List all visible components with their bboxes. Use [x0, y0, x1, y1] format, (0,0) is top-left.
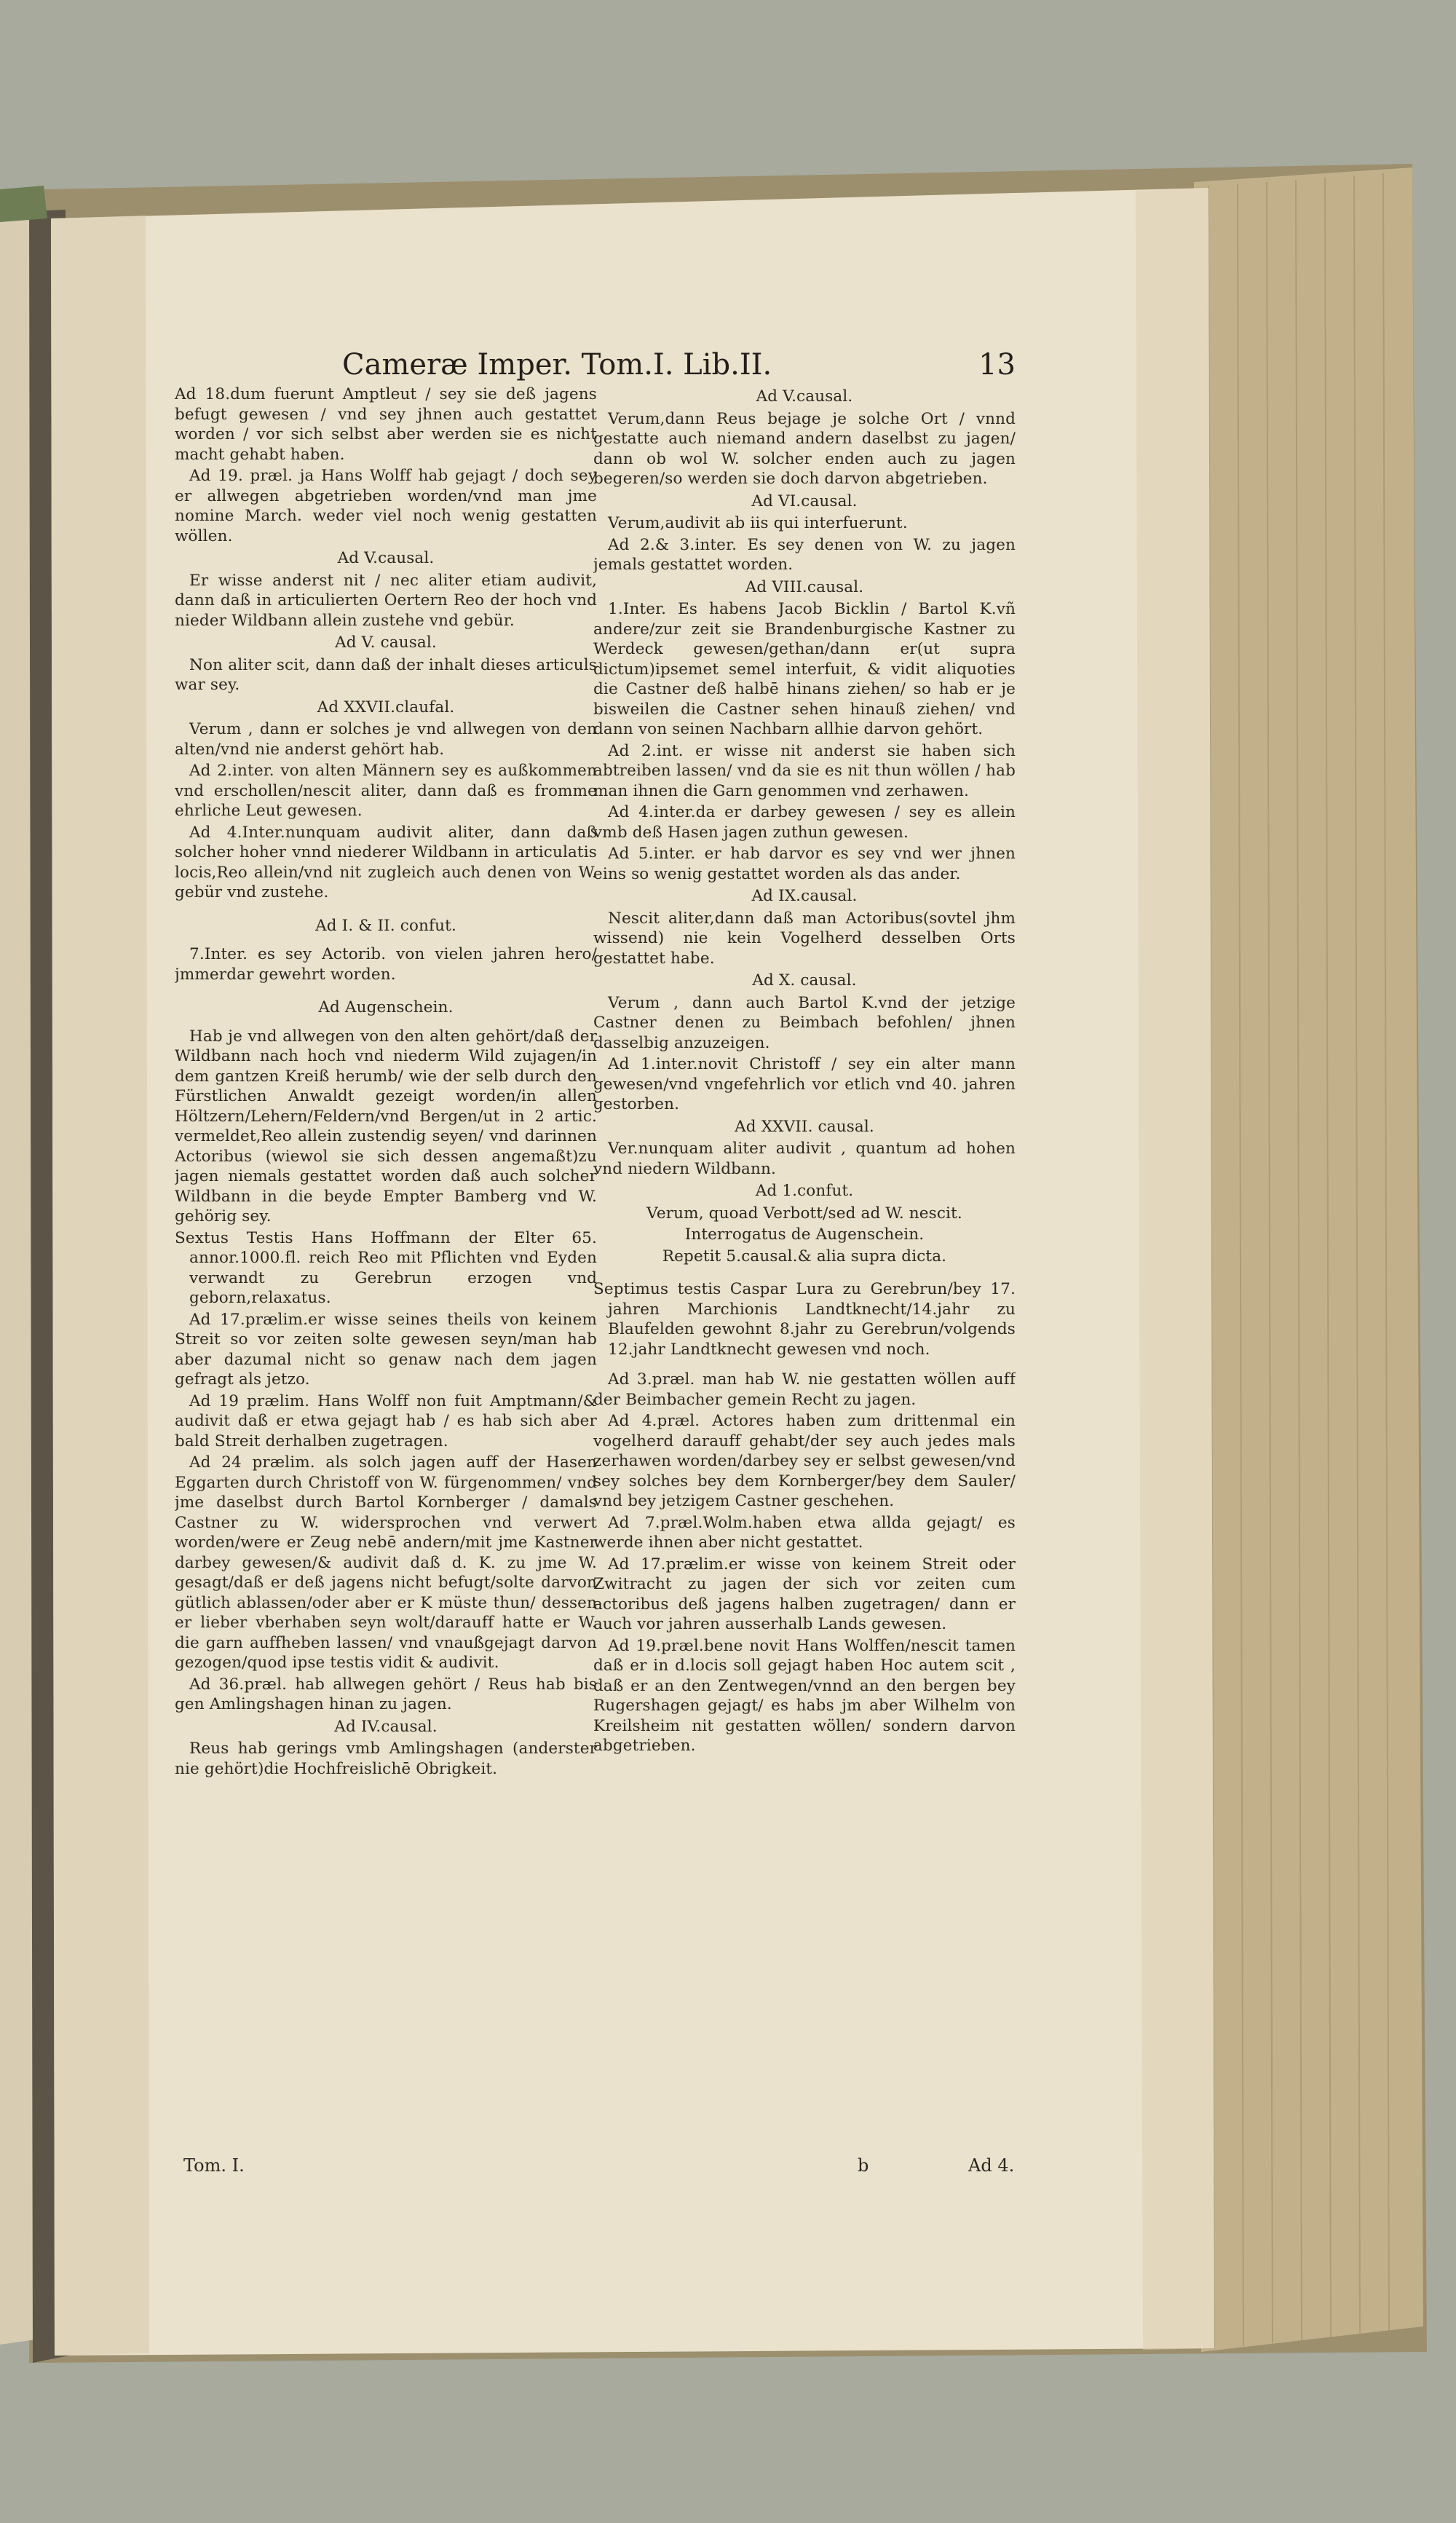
- paragraph: Ad 2.inter. von alten Männern sey es außkommen vnd erschollen/nescit aliter, dann daß es fromme ehrliche Leut gewesen.: [175, 762, 597, 820]
- page-number: 13: [978, 348, 1016, 382]
- section-heading: Ad VI.causal.: [751, 491, 858, 510]
- paragraph: Er wisse anderst nit / nec aliter etiam audivit, dann daß in articulierten Oertern Reo der hoch vnd nieder Wildbann allein zustehe vnd gebür.: [175, 571, 597, 630]
- witness-entry: Septimus testis Caspar Lura zu Gerebrun/bey 17. jahren Marchionis Landtknecht/14.jahr zu Blaufelden gewohnt 8.jahr zu Gerebrun/volgends 12.jahr Landtknecht gewesen vnd noch.: [593, 1280, 1016, 1359]
- paragraph: Ad 19 prælim. Hans Wolff non fuit Amptmann/& audivit daß er etwa gejagt hab / es hab sich aber bald Streit derhalben zugetragen.: [175, 1391, 597, 1450]
- paragraph: Ad 4.Inter.nunquam audivit aliter, dann daß solcher hoher vnnd niederer Wildbann in articulatis locis,Reo allein/vnd nit zugleich auch denen von W. gebür vnd zustehe.: [175, 823, 597, 901]
- paragraph: Ad 18.dum fuerunt Amptleut / sey sie deß jagens befugt gewesen / vnd sey jhnen auch gestattet worden / vor sich selbst aber werden sie es nicht macht gehabt haben.: [175, 385, 597, 464]
- paragraph: Repetit 5.causal.& alia supra dicta.: [662, 1247, 947, 1266]
- paragraph: Ad 1.inter.novit Christoff / sey ein alter mann gewesen/vnd vngefehrlich vor etlich vnd 40. jahren gestorben.: [593, 1055, 1016, 1113]
- paragraph: Ad 19. præl. ja Hans Wolff hab gejagt / doch sey er allwegen abgetrieben worden/vnd man jme nomine March. weder viel noch wenig gestatten wöllen.: [175, 467, 597, 545]
- section-heading: Ad V. causal.: [335, 633, 437, 652]
- section-heading: Ad X. causal.: [752, 971, 857, 990]
- section-heading: Ad IV.causal.: [334, 1717, 438, 1736]
- paragraph: Ad 19.præl.bene novit Hans Wolffen/nescit tamen daß er in d.locis soll gejagt haben Hoc autem scit , daß er an den Zentwegen/vnnd an den bergen bey Rugershagen gejagt/ es habs jm aber Wilhelm von Kreilsheim nit gestatten wöllen/ sondern darvon abgetrieben.: [593, 1636, 1016, 1755]
- section-heading: Ad 1.confut.: [755, 1182, 854, 1200]
- paragraph: Ad 17.prælim.er wisse seines theils von keinem Streit so vor zeiten solte gewesen seyn/man hab aber dazumal nicht so genaw nach dem jagen gefragt als jetzo.: [175, 1310, 597, 1389]
- paragraph: Interrogatus de Augenschein.: [684, 1225, 925, 1244]
- paragraph: Ad 4.præl. Actores haben zum drittenmal ein vogelherd darauff gehabt/der sey auch jedes mals zerhawen worden/darbey sey er selbst gewesen/vnd sey solches bey dem Kornberger/bey dem Sauler/ vnd bey jetzigem Castner geschehen.: [593, 1412, 1016, 1510]
- section-heading: Ad XXVII.claufal.: [317, 698, 455, 716]
- section-heading: Ad Augenschein.: [318, 998, 454, 1016]
- section-heading: Ad V.causal.: [337, 549, 435, 567]
- catchword: Ad 4.: [968, 2155, 1015, 2176]
- paragraph: Reus hab gerings vmb Amlingshagen (anderster nie gehört)die Hochfreislichē Obrigkeit.: [175, 1740, 597, 1778]
- section-heading: Ad V.causal.: [756, 387, 853, 406]
- paragraph: Ver.nunquam aliter audivit , quantum ad hohen vnd niedern Wildbann.: [593, 1140, 1016, 1178]
- paragraph: Ad 3.præl. man hab W. nie gestatten wöllen auff der Beimbacher gemein Recht zu jagen.: [593, 1370, 1016, 1409]
- paragraph: Ad 7.præl.Wolm.haben etwa allda gejagt/ es werde ihnen aber nicht gestattet.: [593, 1513, 1016, 1552]
- paragraph: Verum,audivit ab iis qui interfuerunt.: [608, 514, 908, 532]
- paragraph: Ad 4.inter.da er darbey gewesen / sey es allein vmb deß Hasen jagen zuthun gewesen.: [593, 803, 1016, 842]
- right-column: [593, 384, 1016, 2161]
- paragraph: Verum,dann Reus bejage je solche Ort / vnnd gestatte auch niemand andern daselbst zu jagen/ dann ob wol W. solcher enden auch zu jagen begeren/so werden sie doch darvon abgetrieben.: [593, 409, 1016, 488]
- section-heading: Ad VIII.causal.: [745, 577, 864, 596]
- paragraph: Verum , dann auch Bartol K.vnd der jetzige Castner denen zu Beimbach befohlen/ jhnen dasselbig anzuzeigen.: [593, 993, 1016, 1052]
- left-column: [175, 384, 597, 2161]
- paragraph: Ad 2.int. er wisse nit anderst sie haben sich abtreiben lassen/ vnd da sie es nit thun wöllen / hab man ihnen die Garn genommen vnd zerhawen.: [593, 741, 1016, 800]
- paragraph: Ad 17.prælim.er wisse von keinem Streit oder Zwitracht zu jagen der sich vor zeiten cum actoribus deß jagens halben zugetragen/ dann er auch vor jahren ausserhalb Lands gewesen.: [593, 1555, 1016, 1633]
- witness-entry: Sextus Testis Hans Hoffmann der Elter 65. annor.1000.fl. reich Reo mit Pflichten vnd Eyden verwandt zu Gerebrun erzogen vnd geborn,relaxatus.: [175, 1228, 597, 1307]
- gathering-signature: b: [858, 2155, 869, 2176]
- paragraph: Ad 2.& 3.inter. Es sey denen von W. zu jagen jemals gestattet worden.: [593, 535, 1016, 574]
- paragraph: Verum , dann er solches je vnd allwegen von den alten/vnd nie anderst gehört hab.: [175, 720, 597, 759]
- paragraph: Ad 36.præl. hab allwegen gehört / Reus hab bis gen Amlingshagen hinan zu jagen.: [175, 1675, 597, 1713]
- paragraph: Verum, quoad Verbott/sed ad W. nescit.: [646, 1204, 962, 1223]
- paragraph: Ad 24 prælim. als solch jagen auff der Hasen Eggarten durch Christoff von W. fürgenommen/ vnd jme daselbst durch Bartol Kornberger / damals Castner zu W. widersprochen vnd verwert worden/were er Zeug nebē andern/mit jme Kastner darbey gewesen/& audivit daß d. K. zu jme W. gesagt/daß er deß jagens nicht befugt/solte darvon gütlich ablassen/oder aber er K müste thun/ dessen er lieber vberhaben seyn wolt/darauff hatte er W. die garn auffheben lassen/ vnd vnaußgejagt darvon gezogen/quod ipse testis vidit & audivit.: [175, 1453, 597, 1672]
- paragraph: Hab je vnd allwegen von den alten gehört/daß der Wildbann nach hoch vnd niederm Wild zujagen/in dem gantzen Kreiß herumb/ wie der selb durch den Fürstlichen Anwaldt gezeigt worden/in allen Höltzern/Lehern/Feldern/vnd Bergen/ut in 2 artic. vermeldet,Reo allein zustendig seyen/ vnd darinnen Actoribus (wiewol sie sich dessen angemaßt)zu jagen niemals gestattet worden daß auch solcher Wildbann in die beyde Empter Bamberg vnd W. gehörig sey.: [175, 1027, 597, 1225]
- paragraph: Ad 5.inter. er hab darvor es sey vnd wer jhnen eins so wenig gestattet worden als das ander.: [593, 845, 1016, 883]
- section-heading: Ad IX.causal.: [751, 887, 858, 905]
- paragraph: 1.Inter. Es habens Jacob Bicklin / Bartol K.vñ andere/zur zeit sie Brandenburgische Kastner zu Werdeck gewesen/gethan/dann er(ut supra dictum)ipsemet semel interfuit, & vidit aliquoties die Castner deß halbē hinans ziehen/ so hab er je bisweilen die Castner sehen hinauß ziehen/ vnd dann von seinen Nachbarn allhie darvon gehört.: [593, 600, 1016, 738]
- running-head: Cameræ Imper. Tom.I. Lib.II.: [342, 348, 772, 382]
- paragraph: 7.Inter. es sey Actorib. von vielen jahren hero/ jmmerdar gewehrt worden.: [175, 945, 597, 984]
- paragraph: Non aliter scit, dann daß der inhalt dieses articuls war sey.: [175, 655, 597, 694]
- section-heading: Ad I. & II. confut.: [315, 916, 456, 935]
- section-heading: Ad XXVII. causal.: [735, 1117, 874, 1136]
- volume-signature: Tom. I.: [183, 2155, 245, 2176]
- paragraph: Nescit aliter,dann daß man Actoribus(sovtel jhm wissend) nie kein Vogelherd desselben Orts gestattet habe.: [593, 909, 1016, 968]
